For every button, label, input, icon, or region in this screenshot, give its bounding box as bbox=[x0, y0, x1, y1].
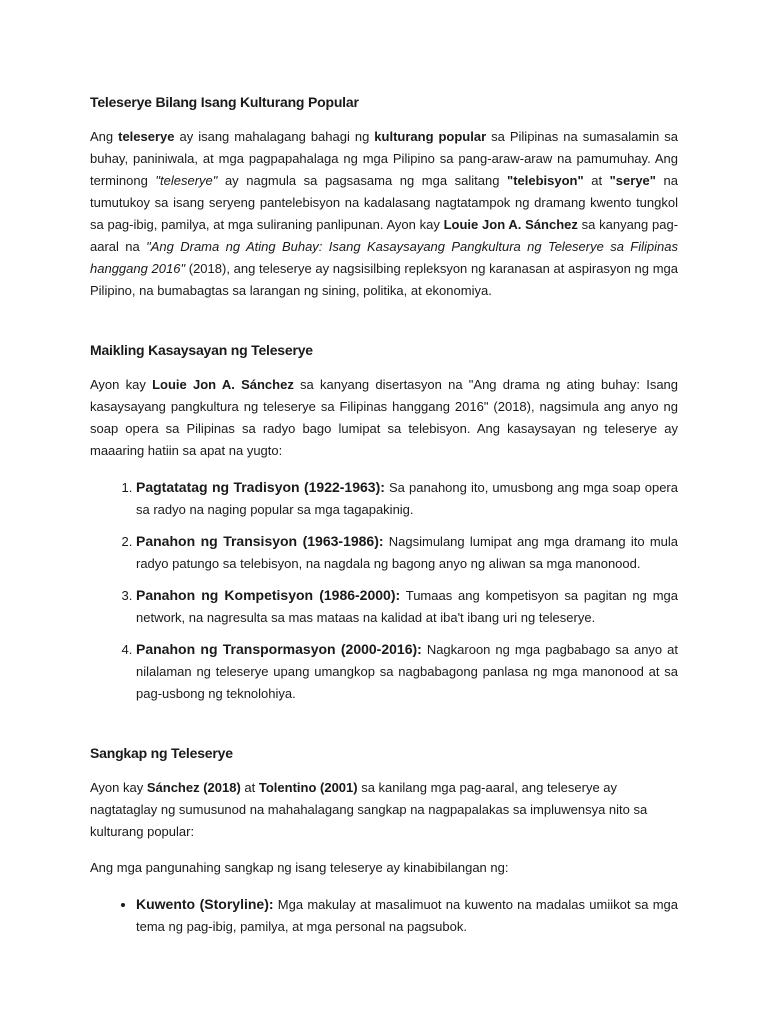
text-run: Ayon kay bbox=[90, 780, 147, 795]
bold-citation: Tolentino (2001) bbox=[258, 780, 358, 795]
bold-term: "telebisyon" bbox=[507, 173, 584, 188]
paragraph-history bbox=[90, 374, 678, 462]
text-run: Ang bbox=[90, 129, 119, 144]
section-heading-kulturang-popular: Teleserye Bilang Isang Kulturang Popular bbox=[90, 94, 359, 110]
paragraph-intro bbox=[90, 126, 678, 302]
text-run: ay nagmula sa pagsasama ng mga salitang bbox=[217, 173, 508, 188]
list-item bbox=[136, 638, 678, 705]
bold-author: Louie Jon A. Sánchez bbox=[152, 377, 294, 392]
list-item-title: Panahon ng Transpormasyon (2000-2016): bbox=[136, 641, 422, 657]
text-run: at bbox=[240, 780, 259, 795]
list-item bbox=[136, 584, 678, 629]
bold-term: "serye" bbox=[609, 173, 656, 188]
list-item-text: Nagsimulang lumipat ang mga dramang ito mula radyo patungo sa telebisyon, na nagdala ng bagong anyo ng aliwan sa mga manonood. bbox=[136, 534, 678, 571]
bold-term: teleserye bbox=[118, 129, 175, 144]
list-item bbox=[136, 530, 678, 575]
bold-term: kulturang popular bbox=[374, 129, 487, 144]
text-run: sa kanilang mga pag-aaral, ang teleserye ay nagtataglay ng sumusunod na mahahalagang sangkap na nagpapalakas sa impluwensya nito sa kulturang popular: bbox=[90, 780, 648, 839]
list-item-title: Pagtatatag ng Tradisyon (1922-1963): bbox=[136, 479, 385, 495]
list-item-text: Mga makulay at masalimuot na kuwento na madalas umiikot sa mga tema ng pag-ibig, pamilya, at mga personal na pagsubok. bbox=[136, 897, 678, 934]
italic-title: "Ang Drama ng Ating Buhay: Isang Kasaysayang Pangkultura ng Teleserye sa Filipinas hanggang 2016" bbox=[90, 239, 678, 276]
list-item-text: Sa panahong ito, umusbong ang mga soap opera sa radyo na naging popular sa mga tagapakinig. bbox=[136, 480, 678, 517]
text-run: sa Pilipinas na sumasalamin sa buhay, paniniwala, at mga pagpapahalaga ng mga Pilipino sa pang-araw-araw na pamumuhay. Ang terminong bbox=[90, 129, 678, 188]
list-item bbox=[136, 476, 678, 521]
text-run: sa kanyang pag-aaral na bbox=[90, 217, 679, 254]
list-item-title: Panahon ng Transisyon (1963-1986): bbox=[136, 533, 384, 549]
paragraph-sangkap bbox=[90, 777, 678, 843]
paragraph-sangkap-lead: Ang mga pangunahing sangkap ng isang teleserye ay kinabibilangan ng: bbox=[90, 860, 509, 875]
list-item-text: Nagkaroon ng mga pagbabago sa anyo at nilalaman ng teleserye upang umangkop sa nagbabagong panlasa ng mga manonood at sa pag-usbong ng teknolohiya. bbox=[136, 642, 678, 701]
text-run: sa kanyang disertasyon na "Ang drama ng ating buhay: Isang kasaysayang pangkultura ng teleserye sa Filipinas hanggang 2016" (2018), nagsimula ang anyo ng soap opera sa Pilipinas sa radyo bago lumipat sa telebisyon. Ang kasaysayan ng teleserye ay maaaring hatiin sa apat na yugto: bbox=[90, 377, 679, 458]
list-item-title: Kuwento (Storyline): bbox=[136, 896, 274, 912]
text-run: (2018), ang teleserye ay nagsisilbing repleksyon ng karanasan at aspirasyon ng mga Pilipino, na bumabagtas sa larangan ng sining, politika, at ekonomiya. bbox=[90, 261, 678, 298]
text-run: ay isang mahalagang bahagi ng bbox=[174, 129, 375, 144]
list-item-text: Tumaas ang kompetisyon sa pagitan ng mga network, na nagresulta sa mas mataas na kalidad at iba't ibang uri ng teleserye. bbox=[136, 588, 678, 625]
bold-author: Louie Jon A. Sánchez bbox=[443, 217, 578, 232]
section-heading-kasaysayan: Maikling Kasaysayan ng Teleserye bbox=[90, 342, 313, 358]
italic-term: "teleserye" bbox=[155, 173, 218, 188]
list-item bbox=[136, 893, 678, 938]
history-stages-list bbox=[90, 476, 678, 705]
section-heading-sangkap: Sangkap ng Teleserye bbox=[90, 745, 233, 761]
components-list bbox=[90, 893, 678, 938]
text-run: Ayon kay bbox=[90, 377, 153, 392]
text-run: at bbox=[583, 173, 610, 188]
text-run: na tumutukoy sa isang seryeng pantelebisyon na kadalasang nagtatampok ng dramang kwento tungkol sa pag-ibig, pamilya, at mga suliraning panlipunan. Ayon kay bbox=[90, 173, 678, 232]
bold-citation: Sánchez (2018) bbox=[146, 780, 241, 795]
list-item-title: Panahon ng Kompetisyon (1986-2000): bbox=[136, 587, 401, 603]
